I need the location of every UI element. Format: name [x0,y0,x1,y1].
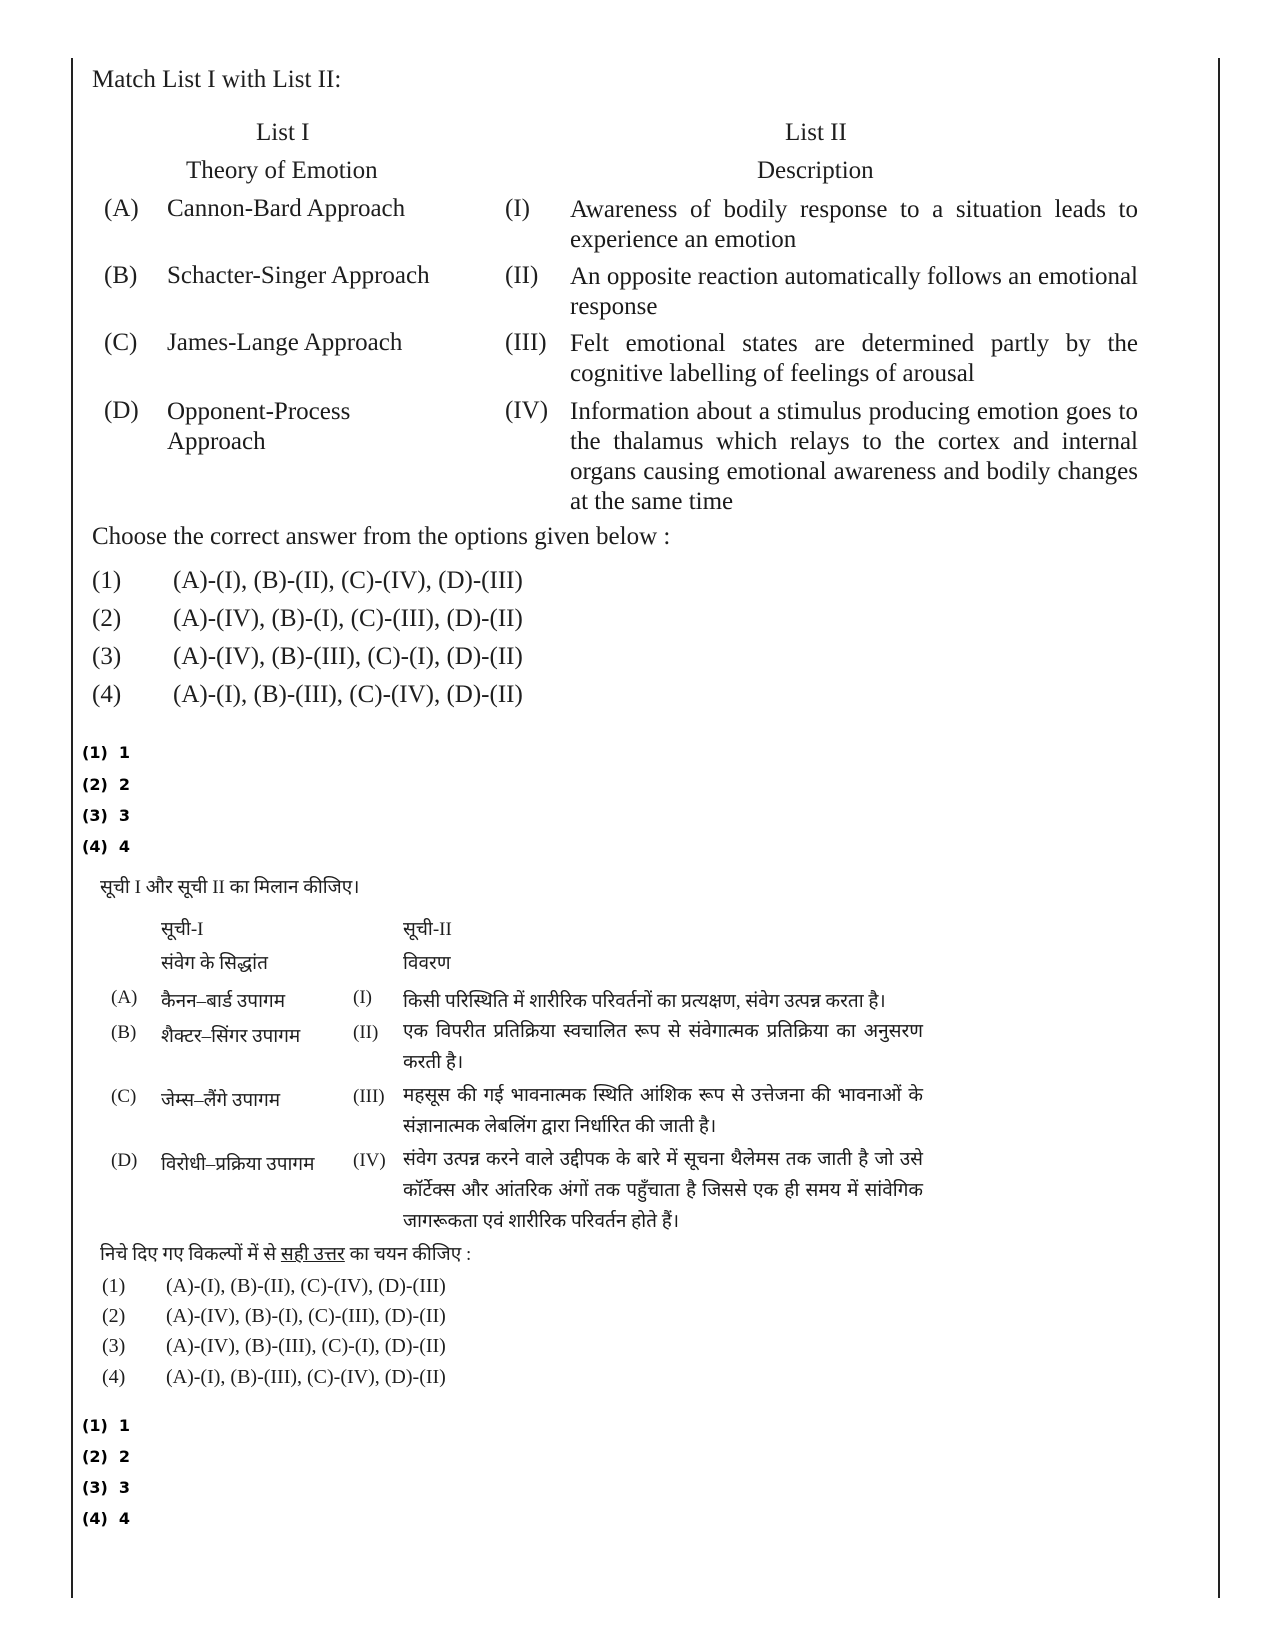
right-border-line [1218,58,1220,1598]
list2-subheading-hindi: विवरण [403,953,451,974]
row-desc-label: (IV) [353,1150,386,1171]
row-theory: Schacter-Singer Approach [167,262,430,289]
row-description: संवेग उत्पन्न करने वाले उद्दीपक के बारे में सूचना थैलेमस तक जाती है जो उसे कॉर्टेक्स और आंतरिक अंगों तक पहुँचाता है जिससे एक ही समय में सांवेगिक जागरूकता एवं शारीरिक परिवर्तन होते हैं। [403,1149,923,1232]
row-label: (A) [104,195,139,222]
row-label: (C) [111,1086,137,1107]
row-desc-label: (III) [505,329,547,356]
row-desc-label: (II) [353,1022,379,1043]
question-instruction-hindi: सूची I और सूची II का मिलान कीजिए। [100,877,360,898]
answer-key: (2) 2 [82,775,131,794]
left-border-line [71,58,73,1598]
row-desc-label: (II) [505,262,539,289]
list1-heading: List I [256,119,310,146]
row-theory: Opponent-Process Approach [167,398,351,455]
choose-answer-text-hindi [100,1240,471,1266]
row-label: (D) [111,1150,138,1171]
row-theory: Cannon-Bard Approach [167,195,406,222]
choose-answer-text: Choose the correct answer from the options given below : [92,523,671,550]
answer-key: (1) 1 [82,1416,131,1435]
option-text: (A)-(IV), (B)-(I), (C)-(III), (D)-(II) [166,1305,446,1327]
row-theory: कैनन–बार्ड उपागम [161,991,286,1012]
option-text: (A)-(IV), (B)-(III), (C)-(I), (D)-(II) [166,1335,446,1357]
row-label: (B) [104,262,138,289]
option-number: (1) [102,1275,126,1297]
row-label: (B) [111,1022,137,1043]
list1-subheading: Theory of Emotion [186,157,378,184]
row-desc-label: (I) [353,987,372,1008]
row-theory: विरोधी–प्रक्रिया उपागम [161,1154,315,1175]
row-label: (D) [104,397,139,424]
row-description: Awareness of bodily response to a situation leads to experience an emotion [570,196,1138,253]
option-text: (A)-(I), (B)-(III), (C)-(IV), (D)-(II) [173,681,523,708]
option-text: (A)-(I), (B)-(II), (C)-(IV), (D)-(III) [173,567,523,594]
answer-key: (1) 1 [82,743,131,762]
option-text: (A)-(I), (B)-(III), (C)-(IV), (D)-(II) [166,1366,446,1388]
choose-underlined: सही उत्तर [280,1244,345,1265]
option-number: (4) [92,681,122,708]
row-desc-label: (III) [353,1086,385,1107]
list2-heading-hindi: सूची-II [403,919,452,940]
row-desc-label: (I) [505,195,530,222]
answer-key: (3) 3 [82,806,131,825]
option-number: (2) [92,605,122,632]
row-label: (C) [104,329,138,356]
row-description: Felt emotional states are determined partly by the cognitive labelling of feelings of arousal [570,330,1138,387]
row-desc-label: (IV) [505,397,549,424]
option-text: (A)-(IV), (B)-(III), (C)-(I), (D)-(II) [173,643,523,670]
option-text: (A)-(IV), (B)-(I), (C)-(III), (D)-(II) [173,605,523,632]
choose-prefix: निचे दिए गए विकल्पों में से [100,1244,281,1265]
row-theory: जेम्स–लैंगे उपागम [161,1090,281,1111]
row-label: (A) [111,987,138,1008]
choose-suffix: का चयन कीजिए : [344,1244,472,1265]
row-description: An opposite reaction automatically follows an emotional response [570,263,1138,320]
option-text: (A)-(I), (B)-(II), (C)-(IV), (D)-(III) [166,1275,446,1297]
row-description: Information about a stimulus producing emotion goes to the thalamus which relays to the cortex and internal organs causing emotional awareness and bodily changes at the same time [570,398,1138,515]
option-number: (4) [102,1366,126,1388]
row-description: एक विपरीत प्रतिक्रिया स्वचालित रूप से संवेगात्मक प्रतिक्रिया का अनुसरण करती है। [403,1021,923,1073]
answer-key: (3) 3 [82,1478,131,1497]
option-number: (2) [102,1305,126,1327]
row-theory: James-Lange Approach [167,329,403,356]
list1-heading-hindi: सूची-I [161,919,204,940]
question-instruction: Match List I with List II: [92,66,342,93]
option-number: (1) [92,567,122,594]
answer-key: (4) 4 [82,1509,131,1528]
answer-key: (2) 2 [82,1447,131,1466]
row-description: किसी परिस्थिति में शारीरिक परिवर्तनों का प्रत्यक्षण, संवेग उत्पन्न करता है। [403,991,886,1012]
option-number: (3) [92,643,122,670]
list2-heading: List II [785,119,847,146]
row-theory: शैक्टर–सिंगर उपागम [161,1026,301,1047]
answer-key: (4) 4 [82,837,131,856]
option-number: (3) [102,1335,126,1357]
list1-subheading-hindi: संवेग के सिद्धांत [161,953,268,974]
list2-subheading: Description [757,157,874,184]
row-description: महसूस की गई भावनात्मक स्थिति आंशिक रूप से उत्तेजना की भावनाओं के संज्ञानात्मक लेबलिंग द्वारा निर्धारित की जाती है। [403,1085,923,1137]
